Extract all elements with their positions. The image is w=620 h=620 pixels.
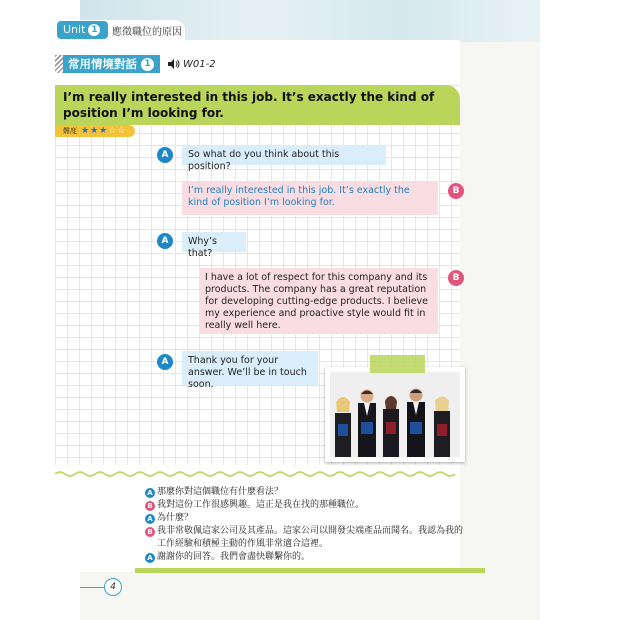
speaker-a-avatar: A — [157, 233, 173, 249]
speaker-a-marker: A — [145, 488, 155, 498]
speaker-a-marker: A — [145, 553, 155, 563]
business-team-illustration — [330, 372, 460, 457]
translation-text: 為什麼？ — [157, 513, 194, 523]
speaker-a-avatar: A — [157, 147, 173, 163]
section-number: 1 — [141, 58, 154, 71]
unit-title: 應徵職位的原因 — [112, 27, 182, 38]
star-empty-icon: ☆ — [117, 126, 126, 136]
star-empty-icon: ☆ — [108, 126, 117, 136]
wavy-divider — [55, 470, 460, 478]
speaker-icon — [168, 59, 180, 69]
dialogue-bubble-a: Why’s that? — [182, 232, 246, 252]
star-filled-icon: ★ — [81, 126, 90, 136]
section-header — [55, 55, 216, 73]
speaker-b-marker: B — [145, 527, 155, 537]
star-filled-icon: ★ — [99, 126, 108, 136]
page-number: 4 — [104, 578, 122, 596]
hatch-decoration — [55, 55, 63, 73]
speaker-b-marker: B — [145, 501, 155, 511]
translation-text: 工作經驗和積極主動的作風非常適合這裡。 — [157, 539, 329, 549]
business-people-photo — [330, 372, 460, 457]
dialogue-bubble-a: So what do you think about this position? — [182, 145, 386, 165]
unit-badge — [57, 21, 108, 39]
unit-label: Unit — [63, 23, 86, 36]
translation-text: 我對這份工作很感興趣。這正是我在找的那種職位。 — [157, 500, 365, 510]
difficulty-label: 難度 — [63, 127, 77, 135]
translation-text: 那麼你對這個職位有什麼看法？ — [157, 487, 284, 497]
translation-line — [145, 525, 463, 537]
speaker-a-marker: A — [145, 514, 155, 524]
section-badge — [63, 55, 160, 73]
speaker-a-avatar: A — [157, 354, 173, 370]
unit-number: 1 — [88, 24, 100, 36]
translation-text: 我非常敬佩這家公司及其產品。這家公司以開發尖端產品而聞名。我認為我的 — [157, 526, 464, 536]
translation-line — [145, 551, 310, 563]
translation-line — [145, 512, 193, 524]
translation-text: 謝謝你的回答。我們會盡快聯繫你的。 — [157, 552, 311, 562]
section-title: 常用情境對話 — [68, 57, 137, 71]
speaker-b-avatar: B — [448, 183, 464, 199]
photo-tape — [370, 355, 425, 373]
translation-line — [145, 499, 364, 511]
difficulty-rating — [55, 125, 135, 137]
translation-line — [145, 486, 283, 498]
translation-line — [157, 538, 328, 550]
dialogue-bubble-b: I’m really interested in this job. It’s exactly the kind of position I’m looking for. — [182, 181, 438, 215]
dialogue-bubble-a: Thank you for your answer. We’ll be in touch soon. — [182, 351, 318, 385]
star-rating — [81, 125, 125, 137]
bottom-bar — [135, 568, 485, 573]
audio-track[interactable] — [168, 59, 216, 70]
audio-code: W01-2 — [183, 58, 216, 70]
page-number-line — [80, 587, 105, 588]
dialogue-bubble-b: I have a lot of respect for this company and its products. The company has a great reputation for developing cutting-edge products. I believe my experience and proactive style would fit in really well here. — [199, 268, 438, 334]
star-filled-icon: ★ — [90, 126, 99, 136]
headline-sentence: I’m really interested in this job. It’s exactly the kind of position I’m looking for. — [55, 85, 460, 125]
speaker-b-avatar: B — [448, 270, 464, 286]
